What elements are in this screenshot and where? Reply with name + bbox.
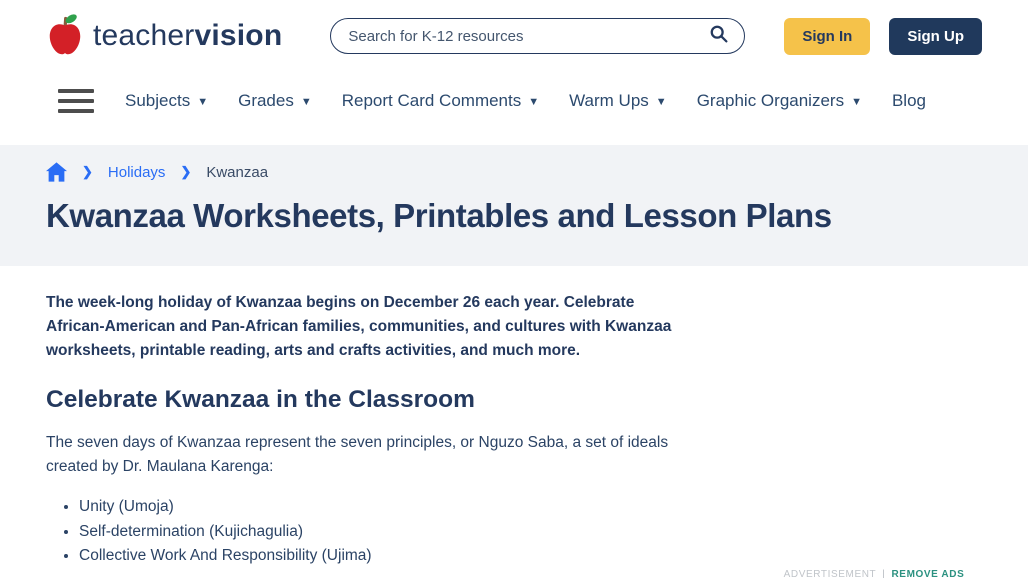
site-logo[interactable] — [46, 12, 282, 61]
list-item: • Unity (Umoja) — [79, 495, 1028, 519]
nav-item-warm-ups[interactable]: Warm Ups ▼ — [569, 91, 667, 110]
breadcrumb-current-kwanzaa: Kwanzaa — [206, 163, 269, 181]
breadcrumb — [46, 162, 982, 182]
breadcrumb-chevron-icon: ❯ — [180, 164, 192, 179]
search-icon[interactable] — [708, 23, 729, 49]
breadcrumb-link-holidays[interactable]: Holidays — [107, 163, 166, 181]
logo-wordmark: teachervision — [93, 19, 283, 52]
nav-item-subjects[interactable]: Subjects ▼ — [125, 91, 209, 110]
main-nav — [0, 72, 1028, 130]
chevron-down-icon: ▼ — [197, 96, 209, 108]
menu-icon[interactable] — [58, 89, 94, 113]
advertisement-label: ADVERTISEMENT — [783, 569, 877, 578]
breadcrumb-chevron-icon: ❯ — [82, 164, 93, 179]
nav-item-graphic-organizers[interactable]: Graphic Organizers ▼ — [696, 91, 862, 110]
auth-buttons — [784, 18, 982, 55]
nav-item-report-card-comments[interactable]: Report Card Comments ▼ — [341, 91, 540, 110]
sign-up-button[interactable]: Sign Up — [889, 18, 982, 55]
page-title: Kwanzaa Worksheets, Printables and Lesson Plans — [46, 197, 832, 234]
list-item: • Self-determination (Kujichagulia) — [79, 520, 1028, 544]
header — [0, 0, 1028, 72]
section-heading: Celebrate Kwanzaa in the Classroom — [46, 386, 475, 413]
chevron-down-icon: ▼ — [851, 96, 862, 108]
hero-section — [0, 145, 1028, 266]
sign-in-button[interactable]: Sign In — [784, 18, 870, 55]
ad-rail — [765, 569, 983, 578]
apple-logo-icon — [46, 12, 84, 61]
principles-list — [46, 495, 1028, 568]
nav-item-blog[interactable]: Blog — [891, 91, 926, 110]
list-item: • Collective Work And Responsibility (Ujima) — [79, 544, 1028, 568]
chevron-down-icon: ▼ — [655, 96, 667, 108]
nav-item-grades[interactable]: Grades ▼ — [238, 91, 312, 110]
principles-paragraph: The seven days of Kwanzaa represent the seven principles, or Nguzo Saba, a set of ideals created by Dr. Maulana Karenga: — [46, 434, 669, 475]
intro-paragraph: The week-long holiday of Kwanzaa begins on December 26 each year. Celebrate African-American and Pan-African families, communities, and cultures with Kwanzaa worksheets, printable reading, arts and crafts activities, and much more. — [46, 294, 672, 359]
home-icon[interactable] — [46, 162, 67, 182]
main-content — [0, 266, 1028, 578]
chevron-down-icon: ▼ — [300, 96, 312, 108]
search-input[interactable] — [346, 27, 708, 46]
ad-meta — [765, 569, 983, 578]
ad-meta-divider: | — [882, 569, 886, 578]
search-bar[interactable] — [330, 18, 745, 54]
remove-ads-link[interactable]: REMOVE ADS — [891, 569, 965, 578]
chevron-down-icon: ▼ — [528, 96, 540, 108]
